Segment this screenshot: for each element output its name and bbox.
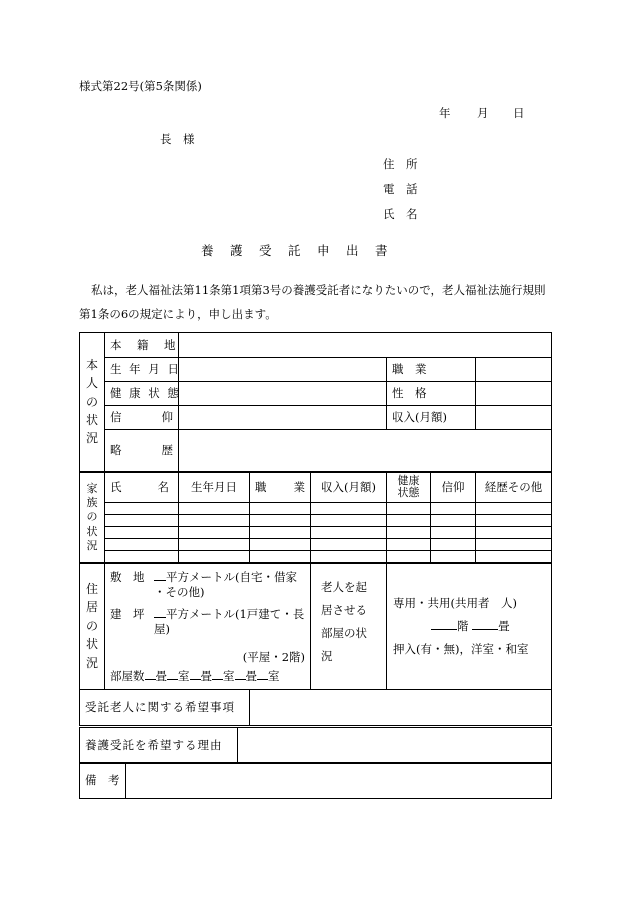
stories-text: (平屋・2階) bbox=[242, 649, 305, 664]
family-row bbox=[80, 539, 552, 551]
birthdate-label: 生 年 月 日 bbox=[105, 358, 179, 382]
occupation-value[interactable] bbox=[476, 358, 552, 382]
domicile-label: 本 籍 地 bbox=[105, 333, 179, 358]
floor-mat-text: 階 畳 bbox=[393, 615, 546, 638]
birthdate-value[interactable] bbox=[179, 358, 387, 382]
domicile-value[interactable] bbox=[179, 333, 552, 358]
history-value[interactable] bbox=[179, 430, 552, 472]
family-header-name: 氏 名 bbox=[105, 472, 179, 503]
family-row bbox=[80, 515, 552, 527]
date-month: 月 bbox=[477, 106, 489, 120]
form-number: 様式第22号(第5条関係) bbox=[79, 79, 202, 93]
applicant-name-label: 氏 名 bbox=[383, 207, 418, 221]
site-text: 平方メートル(自宅・借家 bbox=[166, 569, 297, 584]
family-row bbox=[80, 527, 552, 539]
date-day: 日 bbox=[513, 106, 525, 120]
family-header-religion: 信仰 bbox=[431, 472, 476, 503]
applicant-address-label: 住 所 bbox=[383, 157, 418, 171]
religion-label: 信 仰 bbox=[105, 406, 179, 430]
housing-details: 敷 地 平方メートル(自宅・借家 ・その他) 建 坪 平方メートル(1戸建て・長 屋) (平屋・2階) 部屋数 畳 室 畳 室 畳 室 bbox=[105, 563, 311, 690]
document-title: 養 護 受 託 申 出 書 bbox=[201, 243, 390, 258]
elder-room-details bbox=[387, 563, 552, 690]
reason-value[interactable] bbox=[238, 728, 552, 764]
family-header-income: 収入(月額) bbox=[311, 472, 387, 503]
remarks-value[interactable] bbox=[126, 763, 552, 799]
family-section-label: 家 族 の 状 況 bbox=[80, 472, 105, 563]
income-value[interactable] bbox=[476, 406, 552, 430]
housing-section-label: 住 居 の 状 況 bbox=[80, 563, 105, 690]
body-text-line2: 第1条の6の規定により，申し出ます。 bbox=[79, 307, 277, 321]
reason-label: 養護受託を希望する理由 bbox=[80, 728, 238, 764]
application-form-table bbox=[79, 332, 552, 726]
personality-label: 性 格 bbox=[387, 382, 476, 406]
personal-section-label: 本 人 の 状 況 bbox=[80, 333, 105, 472]
family-row bbox=[80, 551, 552, 563]
family-header-birthdate: 生年月日 bbox=[179, 472, 250, 503]
family-header-occupation: 職 業 bbox=[250, 472, 311, 503]
income-label: 収入(月額) bbox=[387, 406, 476, 430]
rooms-text: 部屋数 畳 室 畳 室 畳 室 bbox=[110, 669, 280, 684]
floor-area-label: 建 坪 bbox=[110, 606, 145, 621]
remarks-label: 備 考 bbox=[80, 763, 126, 799]
floor-area-text: 平方メートル(1戸建て・長 bbox=[166, 606, 305, 621]
health-value[interactable] bbox=[179, 382, 387, 406]
shared-text: 専用・共用(共用者 人) bbox=[393, 595, 517, 610]
body-text-line1: 私は，老人福祉法第11条第1項第3号の養護受託者になりたいので，老人福祉法施行規則 bbox=[91, 283, 546, 297]
health-label: 健 康 状 態 bbox=[105, 382, 179, 406]
remarks-table bbox=[79, 762, 552, 799]
family-row bbox=[80, 503, 552, 515]
closet-text: 押入(有・無)，洋室・和室 bbox=[393, 641, 529, 656]
family-header-history: 経歴その他 bbox=[476, 472, 552, 503]
wishes-label: 受託老人に関する希望事項 bbox=[80, 689, 250, 725]
personality-value[interactable] bbox=[476, 382, 552, 406]
family-header-health: 健康 状態 bbox=[387, 472, 431, 503]
site-label: 敷 地 bbox=[110, 569, 145, 584]
wishes-value[interactable] bbox=[250, 689, 552, 725]
reason-remarks-table bbox=[79, 727, 552, 764]
religion-value[interactable] bbox=[179, 406, 387, 430]
addressee: 長 様 bbox=[160, 132, 195, 146]
history-label: 略 歴 bbox=[105, 430, 179, 472]
elder-room-label: 老人を起 居させる 部屋の状 況 bbox=[311, 563, 387, 690]
date-year: 年 bbox=[439, 106, 451, 120]
applicant-phone-label: 電 話 bbox=[383, 182, 418, 196]
occupation-label: 職 業 bbox=[387, 358, 476, 382]
